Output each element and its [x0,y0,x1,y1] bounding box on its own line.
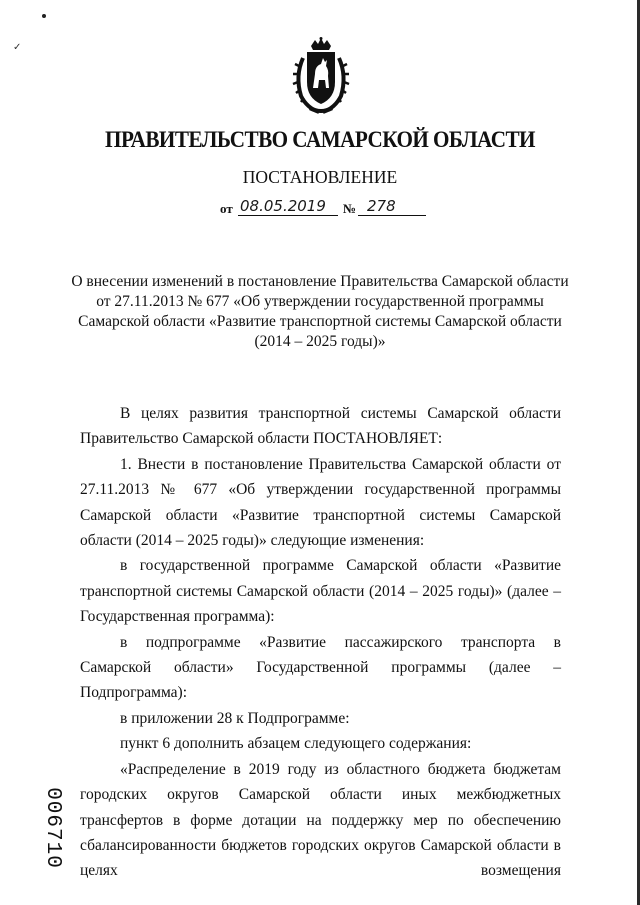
subject-line: от 27.11.2013 № 677 «Об утверждении государственной программы [96,293,544,310]
body-paragraph: в подпрограмме «Развитие пассажирского транспорта в Самарской области» Государственной программы (далее – Подпрограмма): [80,633,561,702]
subject-line: (2014 – 2025 годы)» [254,333,386,350]
number-prefix: № [343,201,357,216]
stamp-number: 006710 [41,787,64,869]
scan-dot-mark [42,14,46,18]
body-paragraph: 1. Внести в постановление Правительства Самарской области от 27.11.2013 № 677 «Об утверждении государственной программы Самарской области «Развитие транспортной системы Самарской области (2014 – 2025 годы)» следующие изменения: [80,455,561,550]
body-paragraph: В целях развития транспортной системы Самарской области Правительство Самарской области ПОСТАНОВЛЯЕТ: [80,405,561,448]
date-number-line [210,197,440,217]
subject-line: О внесении изменений в постановление Правительства Самарской области [71,273,569,290]
document-number: 278 [367,197,396,215]
document-body [80,401,561,884]
date-prefix: от [220,201,233,216]
document-type: ПОСТАНОВЛЕНИЕ [242,167,398,187]
body-paragraph: «Распределение в 2019 году из областного бюджета бюджетам городских округов Самарской области иных межбюджетных трансфертов в форме дотации на поддержку мер по обеспечению сбалансированности бюджетов городских округов Самарской области в целях возмещения [80,760,561,880]
scan-tick-mark: ✓ [13,42,22,53]
body-paragraph: в государственной программе Самарской области «Развитие транспортной системы Самарской области (2014 – 2025 годы)» (далее – Государственная программа): [80,557,561,626]
document-subject [60,272,580,352]
document-date: 08.05.2019 [240,197,326,215]
subject-line: Самарской области «Развитие транспортной системы Самарской области [78,313,562,330]
body-paragraph: пункт 6 дополнить абзацем следующего содержания: [120,735,472,753]
government-title: ПРАВИТЕЛЬСТВО САМАРСКОЙ ОБЛАСТИ [105,127,535,152]
samara-coat-of-arms-icon [289,36,353,116]
registration-stamp [10,787,90,869]
body-paragraph: в приложении 28 к Подпрограмме: [120,709,350,727]
